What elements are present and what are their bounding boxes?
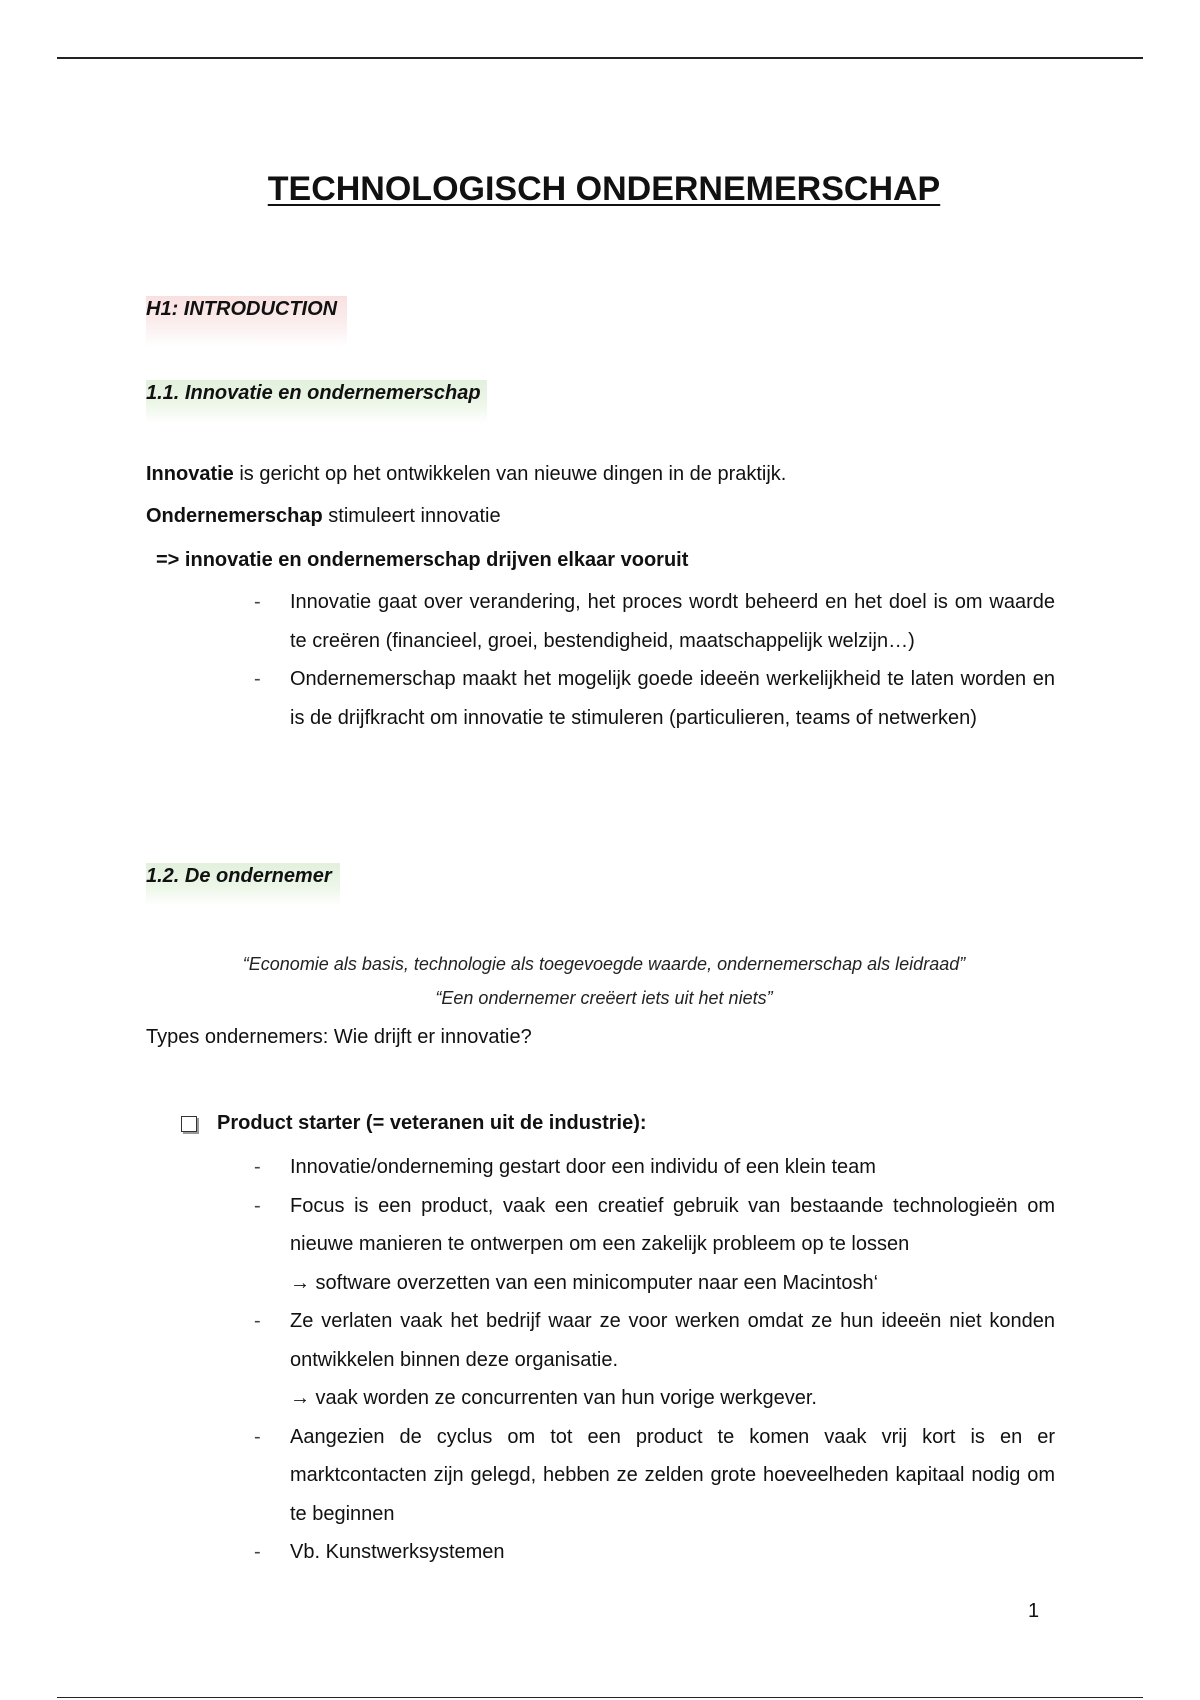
section-heading-1-2 (146, 863, 340, 906)
list-item (290, 1302, 1055, 1418)
arrow-note: → software overzetten van een minicomputer naar een Macintosh‘ (290, 1271, 879, 1294)
quote-economie: “Economie als basis, technologie als toegevoegde waarde, ondernemerschap als leidraad” (242, 954, 966, 974)
bullet-list-product-starter (290, 1148, 1055, 1572)
types-ondernemers: Types ondernemers: Wie drijft er innovatie? (146, 1026, 532, 1048)
list-item: - Innovatie/onderneming gestart door een individu of een klein team (290, 1148, 1055, 1187)
paragraph-ondernemerschap (146, 502, 501, 530)
list-item: - Vb. Kunstwerksystemen (290, 1533, 1055, 1572)
innovatie-definition: is gericht op het ontwikkelen van nieuwe dingen in de praktijk. (233, 463, 787, 485)
term-ondernemerschap: Ondernemerschap (146, 505, 323, 527)
document-title: TECHNOLOGISCH ONDERNEMERSCHAP (267, 170, 941, 208)
list-item (290, 1187, 1055, 1303)
quote-ondernemer: “Een ondernemer creëert iets uit het niets” (435, 988, 773, 1008)
list-item-text: Ze verlaten vaak het bedrijf waar ze voor werken omdat ze hun ideeën niet konden ontwikkelen binnen deze organisatie. (290, 1310, 1055, 1371)
checkbox-icon (181, 1116, 197, 1132)
product-starter-item (181, 1112, 647, 1135)
list-item-text: Focus is een product, vaak een creatief gebruik van bestaande technologieën om nieuwe manieren te ontwerpen om een zakelijk probleem op te lossen (290, 1194, 1055, 1255)
product-starter-label: Product starter (= veteranen uit de industrie): (217, 1112, 647, 1134)
section-heading-1-1-text: 1.1. Innovatie en ondernemerschap (146, 380, 487, 423)
list-item: - Aangezien de cyclus om tot een product te komen vaak vrij kort is en er marktcontacten zijn gelegd, hebben ze zelden grote hoeveelheden kapitaal nodig om te beginnen (290, 1418, 1055, 1534)
ondernemerschap-definition: stimuleert innovatie (322, 505, 501, 527)
section-heading-1-2-text: 1.2. De ondernemer (146, 863, 340, 906)
conclusion-line: => innovatie en ondernemerschap drijven elkaar vooruit (156, 549, 689, 571)
bullet-list-1-1 (290, 583, 1055, 737)
paragraph-innovatie (146, 460, 786, 488)
list-item: - Ondernemerschap maakt het mogelijk goede ideeën werkelijkheid te laten worden en is de drijfkracht om innovatie te stimuleren (particulieren, teams of netwerken) (290, 660, 1055, 737)
page-number: 1 (1028, 1600, 1040, 1622)
chapter-heading-text: H1: INTRODUCTION (146, 296, 347, 347)
chapter-heading (146, 296, 347, 347)
section-heading-1-1 (146, 380, 487, 423)
bottom-rule (57, 1697, 1143, 1698)
top-rule (57, 57, 1143, 59)
term-innovatie: Innovatie (146, 463, 234, 485)
list-item: - Innovatie gaat over verandering, het proces wordt beheerd en het doel is om waarde te creëren (financieel, groei, bestendigheid, maatschappelijk welzijn…) (290, 583, 1055, 660)
arrow-note: → vaak worden ze concurrenten van hun vorige werkgever. (290, 1387, 817, 1409)
